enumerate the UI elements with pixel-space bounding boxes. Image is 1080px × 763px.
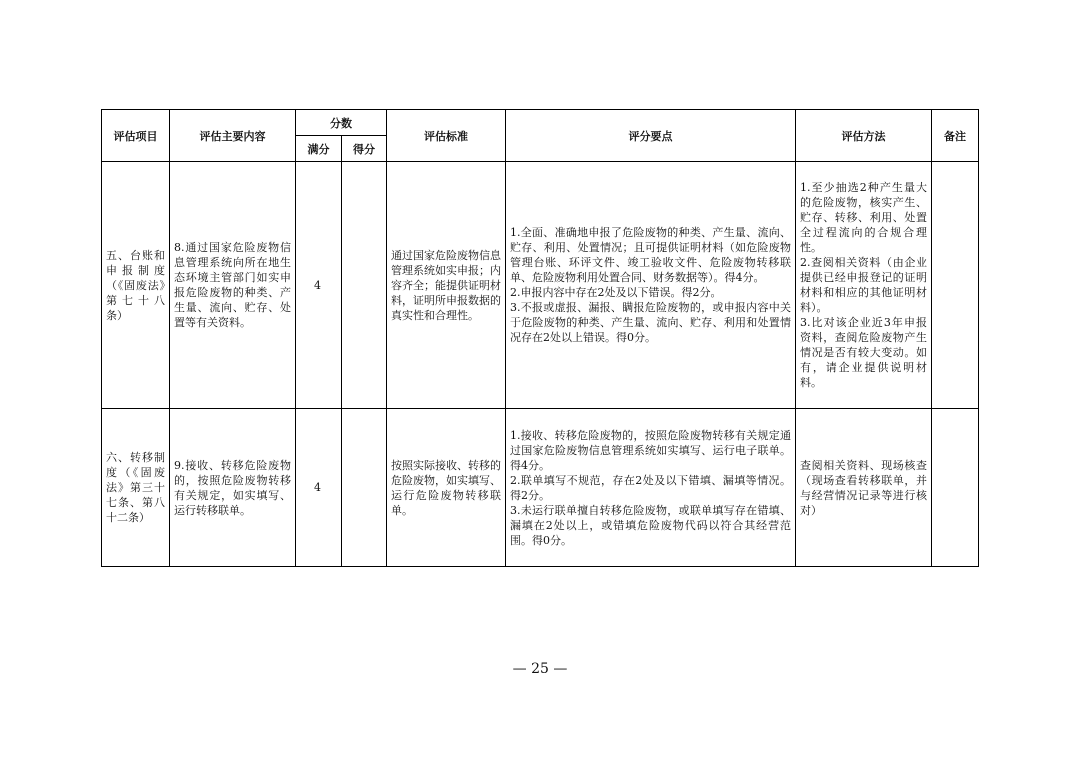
row-content-cell	[170, 409, 296, 567]
row-points-list	[506, 425, 795, 551]
header-remark: 备注	[932, 110, 979, 162]
row-standard-text: 按照实际接收、转移的危险废物，如实填写、运行危险废物转移联单。	[391, 458, 501, 517]
header-content: 评估主要内容	[170, 110, 296, 162]
row-got-score	[342, 282, 386, 288]
method-item: 查阅相关资料、现场核查（现场查看转移联单，并与经营情况记录等进行核对）	[800, 458, 927, 517]
row-remark-cell	[932, 409, 979, 567]
row-method-cell	[796, 162, 932, 409]
row-item-text: 六、转移制度（《固废法》第三十七条、第八十二条）	[106, 451, 165, 524]
page-number: — 25 —	[512, 661, 568, 677]
row-remark-cell	[932, 162, 979, 409]
points-item: 3.不报或虚报、漏报、瞒报危险废物的，或申报内容中关于危险废物的种类、产生量、流向、贮存、利用和处置情况存在2处以上错误。得0分。	[510, 301, 791, 344]
header-method: 评估方法	[796, 110, 932, 162]
evaluation-table	[101, 109, 979, 567]
method-item: 2.查阅相关资料（由企业提供已经申报登记的证明材料和相应的其他证明材料）。	[800, 256, 927, 314]
row-full-score-cell	[296, 162, 342, 409]
points-item: 1.全面、准确地申报了危险废物的种类、产生量、流向、贮存、利用、处置情况；且可提供证明材料（如危险废物管理台账、环评文件、竣工验收文件、危险废物转移联单、危险废物利用处置合同、财务数据等）。得4分。	[510, 226, 791, 284]
row-remark	[932, 282, 978, 288]
row-full-score-cell	[296, 409, 342, 567]
points-item: 2.申报内容中存在2处及以下错误。得2分。	[510, 286, 722, 299]
header-points: 评分要点	[506, 110, 796, 162]
header-full-score: 满分	[296, 136, 342, 162]
points-item: 1.接收、转移危险废物的，按照危险废物转移有关规定通过国家危险废物信息管理系统如实填写、运行电子联单。得4分。	[510, 428, 791, 472]
row-points-cell	[506, 409, 796, 567]
row-item-text: 五、台账和申报制度（《固废法》第七十八条）	[106, 248, 165, 322]
row-item-cell	[102, 409, 170, 567]
row-got-score-cell	[342, 409, 387, 567]
header-standard: 评估标准	[387, 110, 506, 162]
row-standard-cell	[387, 409, 506, 567]
row-got-score-cell	[342, 162, 387, 409]
header-score: 分数	[296, 110, 387, 136]
row-content-cell	[170, 162, 296, 409]
row-standard-cell	[387, 162, 506, 409]
row-content-text: 9.接收、转移危险废物的，按照危险废物转移有关规定，如实填写、运行转移联单。	[174, 458, 291, 517]
row-item-cell	[102, 162, 170, 409]
method-item: 3.比对该企业近3年申报资料，查阅危险废物产生情况是否有较大变动。如有，请企业提供说明材料。	[800, 316, 927, 389]
row-method-list	[796, 177, 931, 393]
row-points-cell	[506, 162, 796, 409]
row-content-text: 8.通过国家危险废物信息管理系统向所在地生态环境主管部门如实申报危险废物的种类、产生量、流向、贮存、处置等有关资料。	[174, 241, 291, 329]
row-full-score: 4	[314, 278, 321, 292]
row-method-list	[796, 455, 931, 521]
header-row	[102, 110, 979, 136]
row-method-cell	[796, 409, 932, 567]
points-item: 3.未运行联单擅自转移危险废物，或联单填写存在错填、漏填在2处以上，或错填危险废物代码以符合其经营范围。得0分。	[510, 503, 791, 547]
header-got-score: 得分	[342, 136, 387, 162]
row-remark	[932, 485, 978, 491]
row-got-score	[342, 485, 386, 491]
row-points-list	[506, 222, 795, 348]
method-item: 1.至少抽选2种产生量大的危险废物，核实产生、贮存、转移、利用、处置全过程流向的合规合理性。	[800, 181, 927, 254]
points-item: 2.联单填写不规范，存在2处及以下错填、漏填等情况。得2分。	[510, 473, 791, 502]
row-full-score: 4	[314, 481, 321, 494]
table-row	[102, 162, 979, 409]
table-row	[102, 409, 979, 567]
header-item: 评估项目	[102, 110, 170, 162]
row-standard-text: 通过国家危险废物信息管理系统如实申报；内容齐全；能提供证明材料，证明所申报数据的真实性和合理性。	[391, 248, 501, 322]
